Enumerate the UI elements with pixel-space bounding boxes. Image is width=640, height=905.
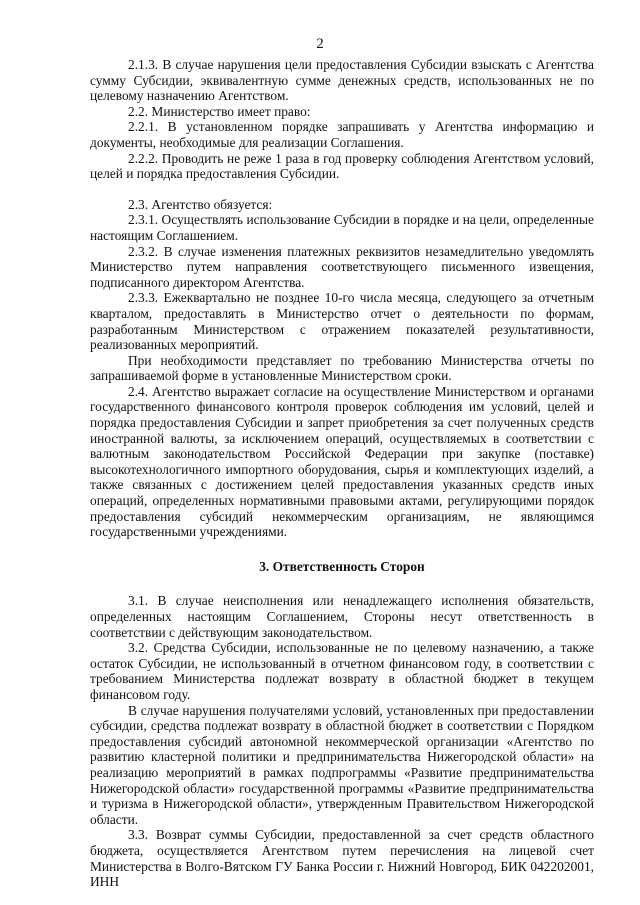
document-body	[90, 57, 594, 890]
paragraph-3-2: 3.2. Средства Субсидии, использованные не по целевому назначению, а также остаток Субсидии, не использованный в отчетном финансовом году, в соответствии с требованием Министерства подлежат возврату в областной бюджет в текущем финансовом году.	[90, 640, 594, 702]
paragraph-reports-on-request: При необходимости представляет по требованию Министерства отчеты по запрашиваемой форме в установленные Министерством сроки.	[90, 352, 594, 384]
blank-line	[90, 574, 594, 593]
paragraph-2-2-1: 2.2.1. В установленном порядке запрашивать у Агентства информацию и документы, необходимые для реализации Соглашения.	[90, 119, 594, 150]
paragraph-3-1: 3.1. В случае неисполнения или ненадлежащего исполнения обязательств, определенных настоящим Соглашением, Стороны несут ответственность в соответствии с действующим законодательством.	[90, 593, 594, 640]
paragraph-2-3-2: 2.3.2. В случае изменения платежных реквизитов незамедлительно уведомлять Министерство путем направления соответствующего письменного извещения, подписанного директором Агентства.	[90, 243, 594, 290]
paragraph-2-3: 2.3. Агентство обязуется:	[128, 196, 273, 212]
paragraph-2-2-2: 2.2.2. Проводить не реже 1 раза в год проверку соблюдения Агентством условий, целей и порядка предоставления Субсидии.	[90, 150, 594, 182]
blank-line	[90, 540, 594, 559]
section-3-heading: 3. Ответственность Сторон	[259, 558, 425, 574]
paragraph-2-1-3: 2.1.3. В случае нарушения цели предоставления Субсидии взыскать с Агентства сумму Субсидии, эквивалентную сумме денежных средств, использованных не по целевому назначению Агентством.	[90, 57, 594, 104]
paragraph-2-3-3: 2.3.3. Ежеквартально не позднее 10-го числа месяца, следующего за отчетным кварталом, предоставлять в Министерство отчет о деятельности по формам, разработанным Министерством с отражением показателей результативности, реализованных мероприятий.	[90, 290, 594, 353]
paragraph-2-3-1: 2.3.1. Осуществлять использование Субсидии в порядке и на цели, определенные настоящим Соглашением.	[90, 212, 594, 243]
page-number: 2	[316, 36, 324, 52]
paragraph-2-4: 2.4. Агентство выражает согласие на осуществление Министерством и органами государственного финансового контроля проверок соблюдения им условий, целей и порядка предоставления Субсидии и запрет приобретения за счет полученных средств иностранной валюты, за исключением операций, осуществляемых в соответствии с валютным законодательством Российской Федерации при закупке (поставке) высокотехнологичного импортного оборудования, сырья и комплектующих изделий, а также связанных с достижением целей предоставления указанных средств иных операций, определенных нормативными правовыми актами, регулирующими порядок предоставления субсидий некоммерческим организациям, не являющимся государственными учреждениями.	[90, 383, 594, 540]
paragraph-violation-return: В случае нарушения получателями условий, установленных при предоставлении субсидии, средства подлежат возврату в областной бюджет в соответствии с Порядком предоставления субсидий автономной некоммерческой организации «Агентство по развитию кластерной политики и предпринимательства Нижегородской области» на реализацию мероприятий в рамках подпрограммы «Развитие предпринимательства Нижегородской области» государственной программы «Развитие предпринимательства и туризма в Нижегородской области», утвержденным Правительством Нижегородской области.	[90, 702, 594, 827]
paragraph-3-3: 3.3. Возврат суммы Субсидии, предоставленной за счет средств областного бюджета, осуществляется Агентством путем перечисления на лицевой счет Министерства в Волго-Вятском ГУ Банка России г. Нижний Новгород, БИК 042202001, ИНН	[90, 827, 594, 890]
paragraph-2-2: 2.2. Министерство имеет право:	[128, 103, 311, 119]
blank-line	[90, 182, 594, 197]
